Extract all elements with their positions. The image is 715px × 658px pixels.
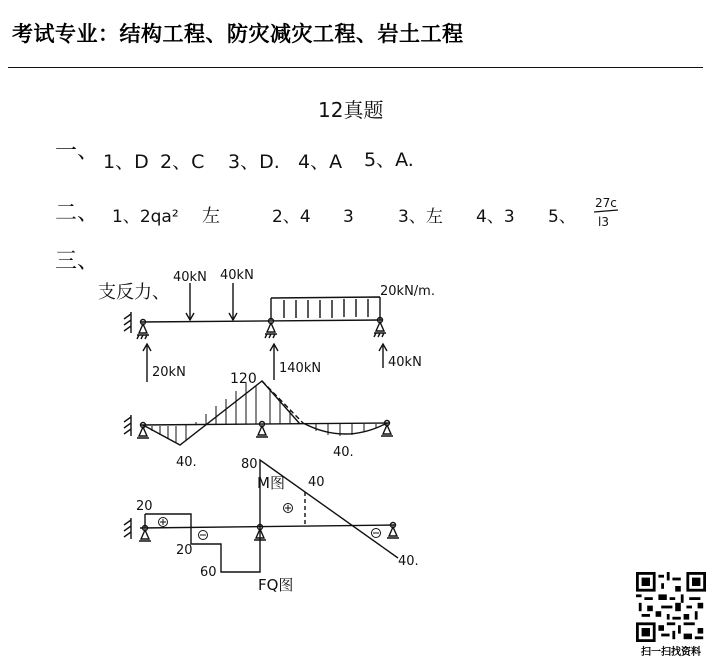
load-p1-label: 40kN: [173, 270, 207, 285]
hinge-support-2: [265, 323, 277, 338]
moment-diagram: [124, 381, 393, 445]
moment-right-min-label: 40.: [333, 445, 354, 460]
section3-numeral: 三、: [55, 249, 100, 274]
qr-code[interactable]: [636, 572, 706, 642]
hinge-support-1: [137, 324, 149, 339]
reaction-1-label: 20kN: [152, 365, 186, 380]
qr-caption: 扫一扫找资料: [641, 647, 701, 658]
udl-arrows: [284, 299, 368, 318]
s1-answer-4: 4、A: [298, 151, 343, 173]
section2-numeral: 二、: [55, 201, 100, 226]
shear-right-end-label: 40.: [398, 554, 419, 569]
exam-subject-header: 考试专业：结构工程、防灾减灾工程、岩土工程: [12, 21, 464, 46]
s2-answer-5: 5、: [548, 207, 576, 227]
moment-peak-label: 120: [230, 371, 257, 387]
shear-diagram-caption: FQ图: [258, 576, 294, 594]
s2-answer-2b: 3: [343, 207, 354, 227]
beam-line: [140, 320, 382, 322]
udl-box: [271, 297, 380, 320]
s1-answer-3: 3、D.: [228, 151, 280, 173]
shear-baseline: [140, 525, 395, 528]
s2-answer-1: 1、2qa²: [112, 207, 179, 227]
s2-answer-3: 3、左: [398, 207, 443, 227]
moment-diagram-caption: M图: [257, 474, 285, 492]
fraction-bar: [594, 210, 618, 212]
reaction-2-label: 140kN: [279, 361, 322, 376]
moment-left-min-label: 40.: [176, 455, 197, 470]
s2-fraction-numerator: 27c: [595, 196, 617, 210]
shear-left-label: 20: [136, 499, 153, 514]
s2-answer-2: 2、4: [272, 207, 311, 227]
load-p2-label: 40kN: [220, 268, 254, 283]
shear-top-label: 80: [241, 457, 258, 472]
s1-answer-1: 1、D: [103, 151, 149, 173]
s1-answer-2: 2、C: [160, 151, 205, 173]
reaction-3-label: 40kN: [388, 355, 422, 370]
moment-dashed-line: [262, 381, 303, 423]
s2-answer-4: 4、3: [476, 207, 515, 227]
s2-answer-1b: 左: [202, 206, 220, 227]
shear-mid-low-label: 60: [200, 565, 217, 580]
udl-label: 20kN/m.: [380, 284, 435, 299]
page-title: 12真题: [318, 98, 384, 122]
shear-left-drop-label: 20: [176, 543, 193, 558]
reaction-label: 支反力、: [98, 282, 170, 303]
s1-answer-5: 5、A.: [364, 149, 414, 171]
shear-right-top-label: 40: [308, 475, 325, 490]
moment-curve-left: [143, 381, 300, 445]
s2-fraction-denominator: l3: [598, 215, 609, 229]
section1-numeral: 一、: [55, 139, 100, 164]
hinge-support-3: [374, 322, 386, 337]
